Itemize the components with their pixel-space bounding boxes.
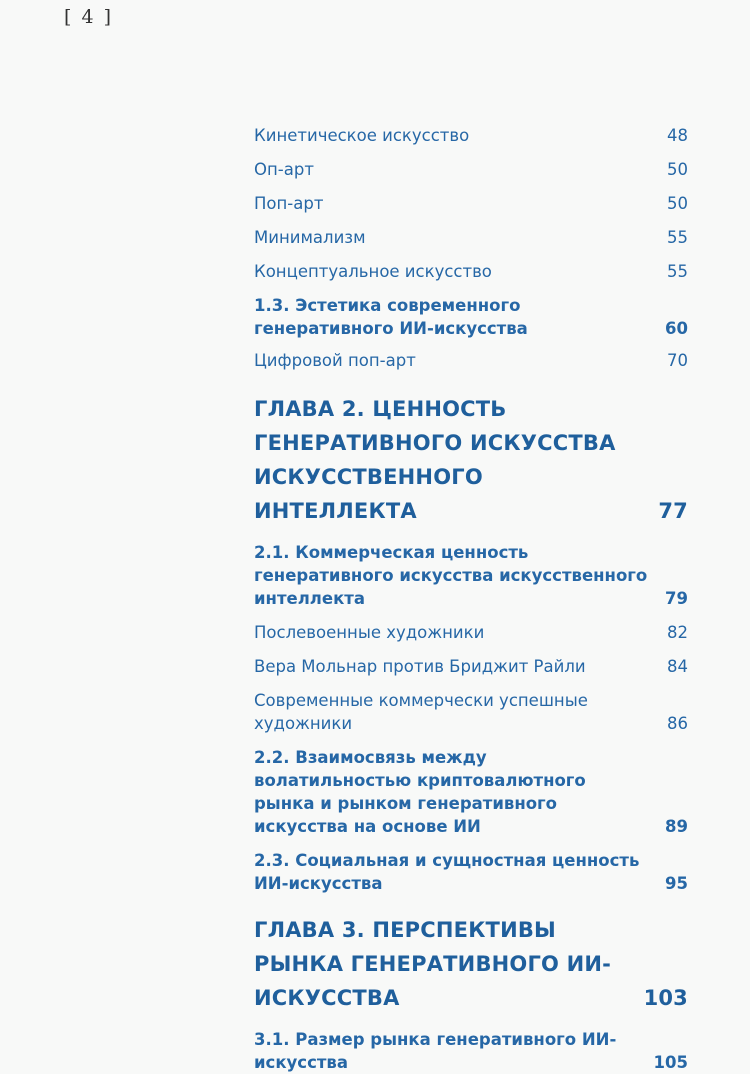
- toc-entry-title: Оп-арт: [254, 160, 314, 179]
- toc-entry-page: 70: [667, 351, 688, 370]
- toc-entry[interactable]: [254, 655, 688, 678]
- toc-section[interactable]: [254, 746, 688, 838]
- page-number: [ 4 ]: [64, 6, 113, 28]
- toc-section-page: 89: [665, 817, 688, 836]
- table-of-contents: [254, 124, 688, 1074]
- toc-entry-page: 84: [667, 657, 688, 676]
- toc-chapter-page: 77: [658, 499, 688, 523]
- toc-entry[interactable]: [254, 192, 688, 215]
- toc-entry-title: Концептуальное искусство: [254, 262, 492, 281]
- toc-entry-page: 55: [667, 228, 688, 247]
- toc-chapter-title: ГЛАВА 3. ПЕРСПЕКТИВЫ РЫНКА ГЕНЕРАТИВНОГО ИИ-ИСКУССТВА: [254, 918, 612, 1010]
- toc-section[interactable]: [254, 294, 688, 340]
- toc-section[interactable]: [254, 849, 688, 895]
- toc-entry-page: 50: [667, 194, 688, 213]
- toc-entry-title: Минимализм: [254, 228, 366, 247]
- toc-entry-page: 55: [667, 262, 688, 281]
- toc-entry[interactable]: [254, 226, 688, 249]
- toc-section-title: 2.1. Коммерческая ценность генеративного искусства искусственного интеллекта: [254, 543, 648, 608]
- toc-chapter-page: 103: [643, 986, 688, 1010]
- toc-entry-page: 48: [667, 126, 688, 145]
- toc-section-title: 1.3. Эстетика современного генеративного ИИ-искусства: [254, 296, 528, 338]
- toc-section-title: 3.1. Размер рынка генеративного ИИ-искусства: [254, 1030, 617, 1072]
- toc-section-page: 60: [665, 319, 688, 338]
- toc-entry-page: 86: [667, 714, 688, 733]
- toc-entry-title: Цифровой поп-арт: [254, 351, 416, 370]
- toc-entry-title: Современные коммерчески успешные художники: [254, 691, 588, 733]
- toc-entry[interactable]: [254, 260, 688, 283]
- toc-entry[interactable]: [254, 349, 688, 372]
- toc-section[interactable]: [254, 1028, 688, 1074]
- toc-section-page: 79: [665, 589, 688, 608]
- toc-chapter[interactable]: [254, 392, 688, 528]
- toc-entry-page: 50: [667, 160, 688, 179]
- toc-section-page: 95: [665, 874, 688, 893]
- toc-entry[interactable]: [254, 621, 688, 644]
- toc-entry[interactable]: [254, 124, 688, 147]
- toc-section[interactable]: [254, 541, 688, 610]
- toc-entry-page: 82: [667, 623, 688, 642]
- toc-entry[interactable]: [254, 689, 688, 735]
- toc-section-page: 105: [653, 1053, 688, 1072]
- toc-section-title: 2.2. Взаимосвязь между волатильностью криптовалютного рынка и рынком генеративного искусства на основе ИИ: [254, 748, 586, 836]
- toc-entry[interactable]: [254, 158, 688, 181]
- toc-entry-title: Поп-арт: [254, 194, 324, 213]
- toc-entry-title: Вера Мольнар против Бриджит Райли: [254, 657, 586, 676]
- toc-entry-title: Кинетическое искусство: [254, 126, 470, 145]
- toc-entry-title: Послевоенные художники: [254, 623, 485, 642]
- toc-section-title: 2.3. Социальная и сущностная ценность ИИ-искусства: [254, 851, 640, 893]
- toc-chapter-title: ГЛАВА 2. ЦЕННОСТЬ ГЕНЕРАТИВНОГО ИСКУССТВА ИСКУССТВЕННОГО ИНТЕЛЛЕКТА: [254, 397, 616, 523]
